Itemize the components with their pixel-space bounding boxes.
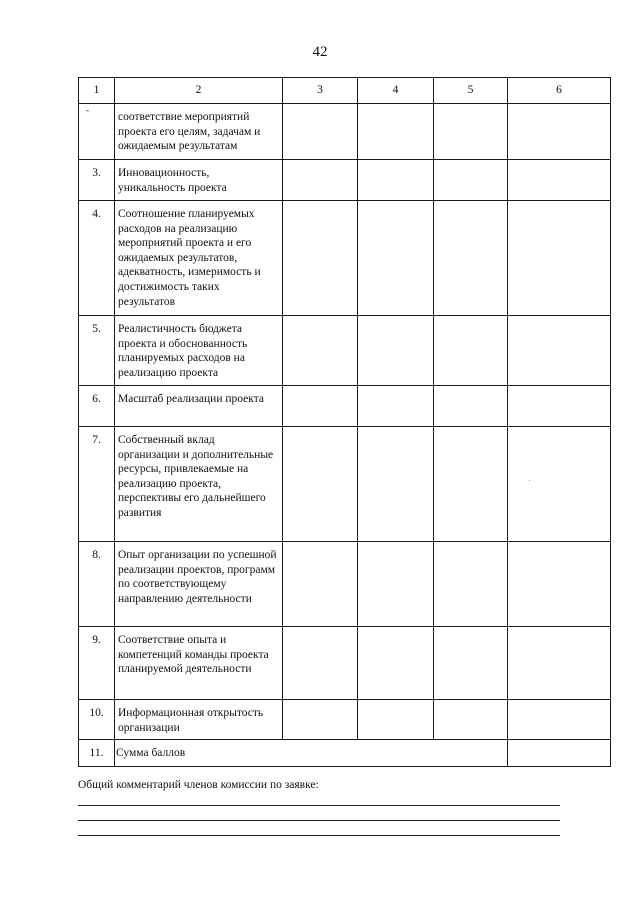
score-cell[interactable] [434,542,508,627]
table-row [79,627,611,700]
score-cell[interactable] [358,104,434,160]
table-row [79,427,611,542]
row-number: 9. [79,627,115,700]
table-row [79,104,611,160]
row-number: 3. [79,160,115,201]
table-row [79,700,611,740]
score-cell[interactable] [434,427,508,542]
evaluation-table [78,77,611,767]
column-header: 1 [79,78,115,104]
total-score-cell[interactable] [508,740,611,767]
criterion-text: Соответствие опыта и компетенций команды проекта планируемой деятельности [115,627,283,700]
criterion-text: Реалистичность бюджета проекта и обоснованность планируемых расходов на реализацию проекта [115,316,283,386]
score-cell[interactable] [358,700,434,740]
score-cell[interactable] [358,542,434,627]
table-row [79,386,611,427]
score-cell[interactable] [508,627,611,700]
score-cell[interactable] [358,201,434,316]
score-cell[interactable] [508,700,611,740]
comment-label: Общий комментарий членов комиссии по заявке: [78,779,319,791]
score-cell[interactable] [508,427,611,542]
score-cell[interactable] [508,316,611,386]
score-cell[interactable] [283,700,358,740]
score-cell[interactable] [283,627,358,700]
row-number: 6. [79,386,115,427]
score-cell[interactable] [283,427,358,542]
table-row [79,160,611,201]
comment-line[interactable] [78,805,560,806]
score-cell[interactable] [358,160,434,201]
row-number: - [79,104,115,160]
score-cell[interactable] [283,542,358,627]
total-row [79,740,611,767]
table-header-row [79,78,611,104]
row-number: 4. [79,201,115,316]
row-number: 5. [79,316,115,386]
score-cell[interactable] [508,201,611,316]
column-header: 4 [358,78,434,104]
column-header: 2 [115,78,283,104]
row-number: 10. [79,700,115,740]
score-cell[interactable] [508,104,611,160]
total-label: Сумма баллов [115,740,508,767]
criterion-text: соответствие мероприятий проекта его целям, задачам и ожидаемым результатам [115,104,283,160]
score-cell[interactable] [508,386,611,427]
score-cell[interactable] [283,160,358,201]
criterion-text: Инновационность, уникальность проекта [115,160,283,201]
score-cell[interactable] [283,201,358,316]
row-number: 7. [79,427,115,542]
score-cell[interactable] [434,316,508,386]
score-cell[interactable] [434,700,508,740]
score-cell[interactable] [283,104,358,160]
criterion-text: Соотношение планируемых расходов на реализацию мероприятий проекта и его ожидаемых результатов, адекватность, измеримость и достижимость таких результатов [115,201,283,316]
score-cell[interactable] [434,627,508,700]
comment-line[interactable] [78,820,560,821]
table-row [79,542,611,627]
column-header: 6 [508,78,611,104]
page-number: 42 [312,44,328,60]
score-cell[interactable] [283,386,358,427]
score-cell[interactable] [508,160,611,201]
score-cell[interactable] [434,160,508,201]
score-cell[interactable] [358,316,434,386]
table-row [79,316,611,386]
column-header: 5 [434,78,508,104]
row-number: 8. [79,542,115,627]
scan-speck [529,480,530,481]
criterion-text: Информационная открытость организации [115,700,283,740]
score-cell[interactable] [283,316,358,386]
score-cell[interactable] [434,104,508,160]
score-cell[interactable] [434,386,508,427]
score-cell[interactable] [508,542,611,627]
criterion-text: Масштаб реализации проекта [115,386,283,427]
score-cell[interactable] [434,201,508,316]
score-cell[interactable] [358,627,434,700]
criterion-text: Собственный вклад организации и дополнительные ресурсы, привлекаемые на реализацию проекта, перспективы его дальнейшего развития [115,427,283,542]
score-cell[interactable] [358,386,434,427]
comment-line[interactable] [78,835,560,836]
criterion-text: Опыт организации по успешной реализации проектов, программ по соответствующему направлению деятельности [115,542,283,627]
column-header: 3 [283,78,358,104]
score-cell[interactable] [358,427,434,542]
total-row-number: 11. [79,740,115,767]
table-row [79,201,611,316]
